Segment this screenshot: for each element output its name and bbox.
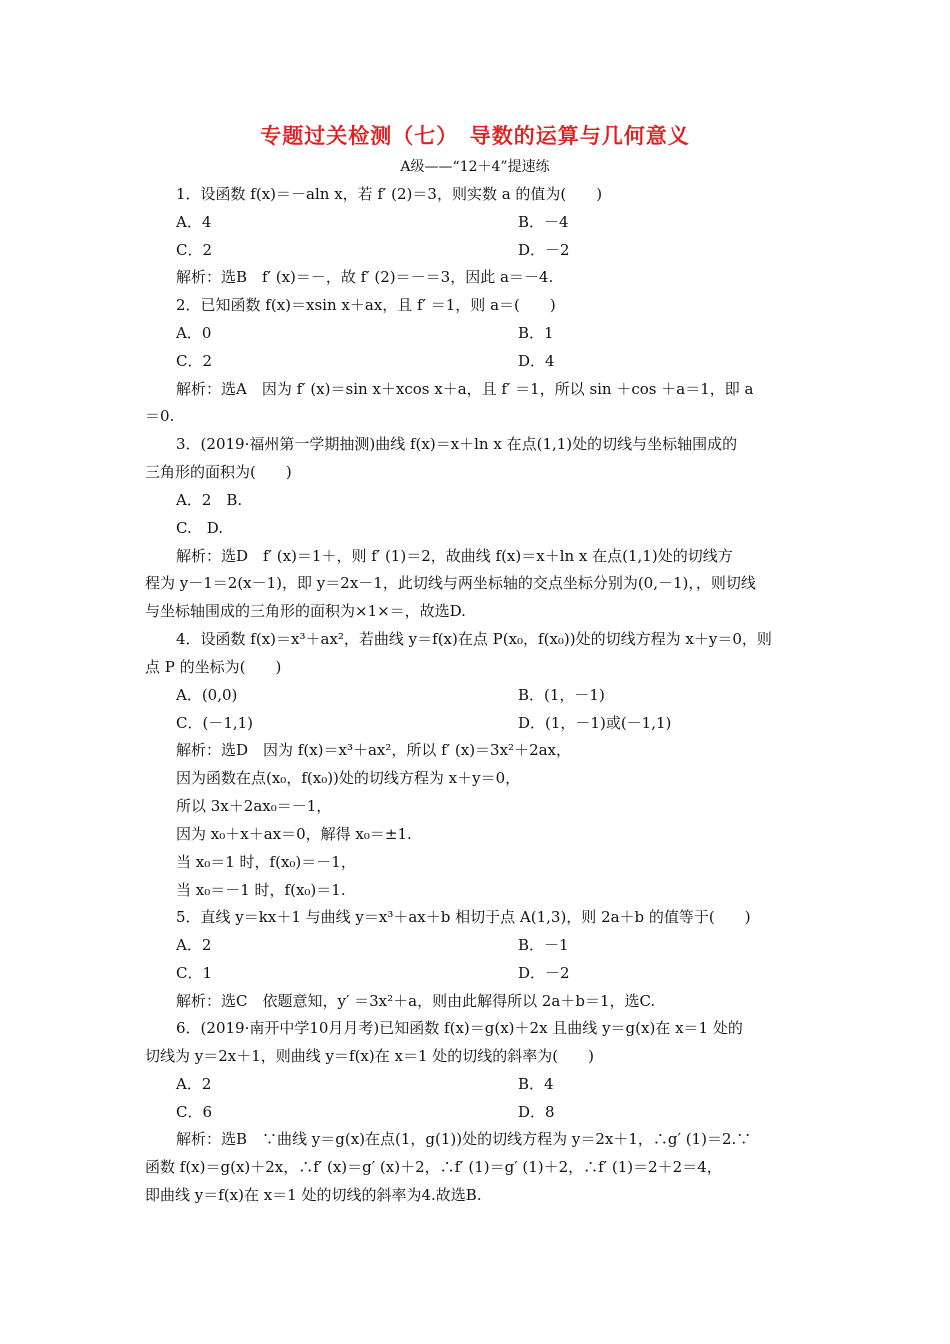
question-2-analysis: 解析：选A 因为 f′ (x)＝sin x＋xcos x＋a，且 f′ ＝1，所以 sin ＋cos ＋a＝1，即 a xyxy=(176,380,754,398)
question-6-option-c: C．6 xyxy=(176,1103,213,1121)
question-4-analysis-step: 当 x₀＝－1 时，f(x₀)＝1. xyxy=(176,881,346,899)
question-4-option-d: D．(1，－1)或(－1,1) xyxy=(518,714,672,732)
question-5-option-a: A．2 xyxy=(176,936,212,954)
question-4-analysis: 解析：选D 因为 f(x)＝x³＋ax²，所以 f′ (x)＝3x²＋2ax， xyxy=(176,741,572,759)
question-2-stem: 2．已知函数 f(x)＝xsin x＋ax，且 f′ ＝1，则 a＝( ) xyxy=(176,296,556,314)
question-4-stem-cont: 点 P 的坐标为( ) xyxy=(145,658,282,676)
question-6-analysis-cont: 函数 f(x)＝g(x)＋2x，∴f′ (x)＝g′ (x)＋2，∴f′ (1)＝g′ (1)＋2，∴f′ (1)＝2＋2＝4， xyxy=(145,1158,722,1176)
question-4-analysis-step: 当 x₀＝1 时，f(x₀)＝－1， xyxy=(176,853,356,871)
section-subtitle: A级——“12＋4”提速练 xyxy=(400,159,550,175)
question-6-option-d: D．8 xyxy=(518,1103,555,1121)
question-4-analysis-step: 因为函数在点(x₀，f(x₀))处的切线方程为 x＋y＝0， xyxy=(176,769,521,787)
question-2-option-d: D．4 xyxy=(518,352,555,370)
question-5-option-d: D．－2 xyxy=(518,964,570,982)
question-6-stem-cont: 切线为 y＝2x＋1，则曲线 y＝f(x)在 x＝1 处的切线的斜率为( ) xyxy=(145,1047,594,1065)
question-1-option-a: A．4 xyxy=(176,213,212,231)
question-3-analysis-cont: 与坐标轴围成的三角形的面积为×1×＝，故选D. xyxy=(145,602,466,620)
question-6-stem: 6．(2019·南开中学10月月考)已知函数 f(x)＝g(x)＋2x 且曲线 y＝g(x)在 x＝1 处的 xyxy=(176,1019,743,1037)
question-4-analysis-step: 所以 3x＋2ax₀＝－1， xyxy=(176,797,332,815)
question-4-analysis-step: 因为 x₀＋x＋ax＝0，解得 x₀＝±1. xyxy=(176,825,412,843)
question-2-option-a: A．0 xyxy=(176,324,212,342)
question-4-option-a: A．(0,0) xyxy=(176,686,238,704)
question-6-option-b: B．4 xyxy=(518,1075,554,1093)
question-6-option-a: A．2 xyxy=(176,1075,212,1093)
question-2-analysis-cont: ＝0. xyxy=(145,407,175,425)
question-3-stem-cont: 三角形的面积为( ) xyxy=(145,463,292,481)
question-3-options-ab: A．2 B. xyxy=(176,491,243,509)
question-2-option-c: C．2 xyxy=(176,352,213,370)
question-3-options-cd: C. D. xyxy=(176,519,223,537)
question-3-stem: 3．(2019·福州第一学期抽测)曲线 f(x)＝x＋ln x 在点(1,1)处的切线与坐标轴围成的 xyxy=(176,435,738,453)
question-4-stem: 4．设函数 f(x)＝x³＋ax²，若曲线 y＝f(x)在点 P(x₀，f(x₀))处的切线方程为 x＋y＝0，则 xyxy=(176,630,772,648)
page-title: 专题过关检测（七） 导数的运算与几何意义 xyxy=(260,123,690,148)
question-1-option-b: B．－4 xyxy=(518,213,569,231)
question-4-option-c: C．(－1,1) xyxy=(176,714,254,732)
question-3-analysis: 解析：选D f′ (x)＝1＋，则 f′ (1)＝2，故曲线 f(x)＝x＋ln x 在点(1,1)处的切线方 xyxy=(176,547,733,565)
question-5-option-b: B．－1 xyxy=(518,936,569,954)
question-1-option-c: C．2 xyxy=(176,241,213,259)
question-5-option-c: C．1 xyxy=(176,964,213,982)
question-4-option-b: B．(1，－1) xyxy=(518,686,605,704)
question-1-option-d: D．－2 xyxy=(518,241,570,259)
question-5-stem: 5．直线 y＝kx＋1 与曲线 y＝x³＋ax＋b 相切于点 A(1,3)，则 2a＋b 的值等于( ) xyxy=(176,908,751,926)
question-5-analysis: 解析：选C 依题意知，y′ ＝3x²＋a，则由此解得所以 2a＋b＝1，选C. xyxy=(176,992,656,1010)
question-2-option-b: B．1 xyxy=(518,324,554,342)
question-3-analysis-cont: 程为 y－1＝2(x－1)，即 y＝2x－1，此切线与两坐标轴的交点坐标分别为(0,－1)，，则切线 xyxy=(145,574,756,592)
question-6-analysis-cont: 即曲线 y＝f(x)在 x＝1 处的切线的斜率为4.故选B. xyxy=(145,1186,482,1204)
question-1-stem: 1．设函数 f(x)＝－aln x，若 f′ (2)＝3，则实数 a 的值为( ) xyxy=(176,185,603,203)
question-6-analysis: 解析：选B ∵曲线 y＝g(x)在点(1，g(1))处的切线方程为 y＝2x＋1，∴g′ (1)＝2.∵ xyxy=(176,1130,752,1148)
question-1-analysis: 解析：选B f′ (x)＝－，故 f′ (2)＝－＝3，因此 a＝－4. xyxy=(176,268,554,286)
